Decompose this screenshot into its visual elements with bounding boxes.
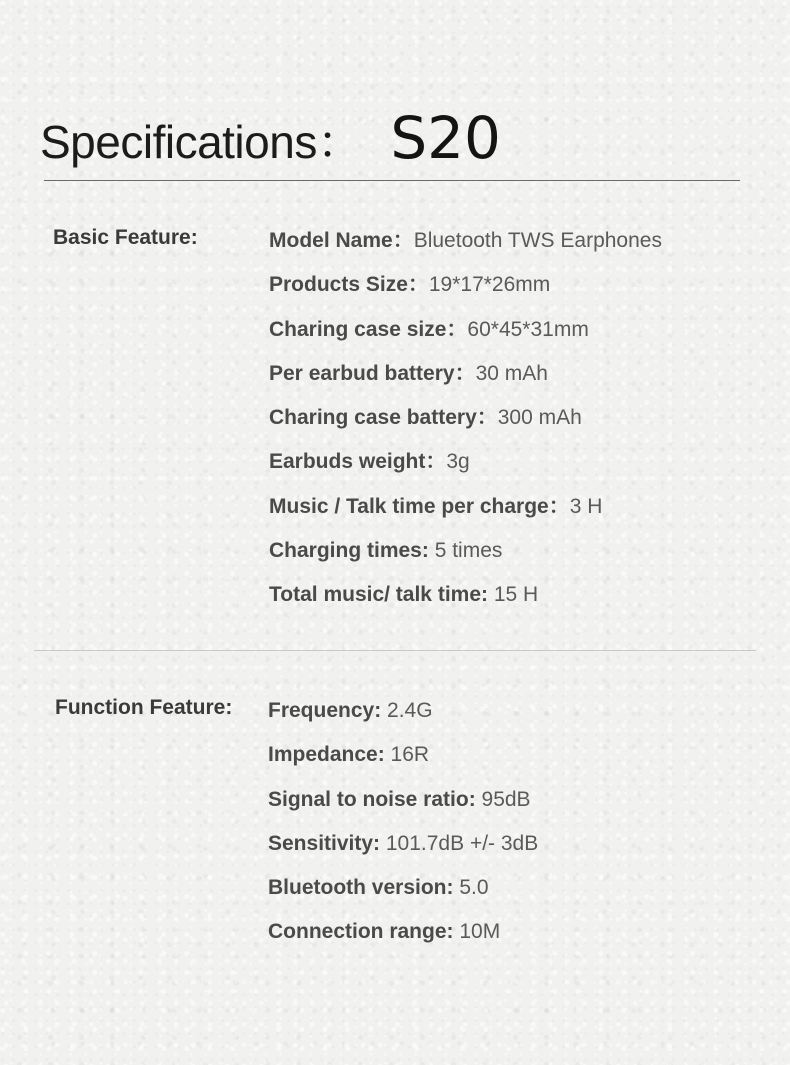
spec-row-snr [268,785,538,829]
spec-key: Sensitivity: [268,831,381,855]
spec-row-total-time [269,580,662,624]
spec-key: Earbuds weight： [269,450,447,474]
spec-value: 19*17*26mm [428,273,551,297]
spec-value: 60*45*31mm [467,317,589,341]
spec-value: 15 H [488,583,539,607]
section-label-function: Function Feature: [55,696,233,719]
spec-row-bluetooth-version [268,873,538,917]
title-divider [44,180,740,181]
section-label-basic: Basic Feature: [53,226,198,249]
spec-row-products-size [269,270,662,314]
model-name: S20 [390,104,501,172]
spec-row-model-name [269,226,662,270]
page-title [40,104,501,174]
spec-key: Bluetooth version: [268,876,454,900]
spec-value: 5 times [428,539,503,563]
spec-value: 5.0 [453,876,489,900]
spec-key: Total music/ talk time: [269,583,488,607]
spec-key: Music / Talk time per charge： [269,494,570,518]
spec-key: Impedance: [268,743,385,767]
spec-key: Charing case battery： [269,406,498,430]
spec-value: 3g [446,450,470,474]
spec-row-impedance [268,740,538,784]
spec-value: 300 mAh [497,406,582,430]
spec-row-case-size [269,315,662,359]
spec-row-connection-range [268,917,538,961]
basic-feature-list [269,226,662,625]
spec-value: 3 H [569,494,603,518]
spec-key: Products Size： [269,273,429,297]
spec-value: 95dB [475,787,531,811]
spec-row-frequency [268,696,538,740]
spec-key: Charing case size： [269,317,468,341]
spec-value: 10M [453,920,501,944]
spec-value: 2.4G [381,699,433,722]
spec-key: Signal to noise ratio: [268,787,476,811]
spec-row-sensitivity [268,829,538,873]
spec-row-talk-time [269,492,662,536]
spec-row-earbuds-weight [269,447,662,491]
spec-value: Bluetooth TWS Earphones [413,229,662,252]
function-feature-list [268,696,538,962]
spec-key: Connection range: [268,920,454,944]
spec-key: Model Name： [269,229,414,252]
title-label: Specifications： [40,116,363,168]
spec-value: 16R [384,743,430,767]
spec-row-charging-times [269,536,662,580]
spec-key: Charging times: [269,539,429,563]
spec-value: 101.7dB +/- 3dB [380,831,539,855]
spec-row-case-battery [269,403,662,447]
spec-key: Per earbud battery： [269,361,476,385]
spec-row-earbud-battery [269,359,662,403]
spec-value: 30 mAh [475,361,548,385]
section-divider [34,650,756,651]
spec-key: Frequency: [268,699,382,722]
